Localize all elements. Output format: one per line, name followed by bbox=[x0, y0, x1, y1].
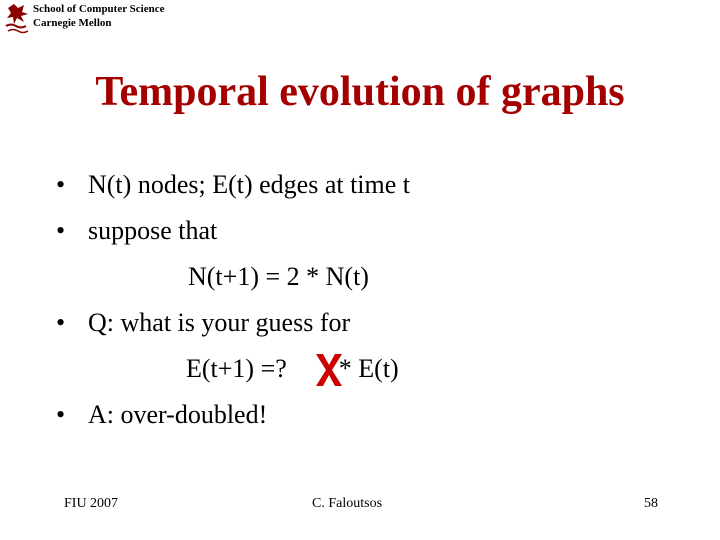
footer-venue: FIU 2007 bbox=[64, 496, 119, 511]
school-name-line1: School of Computer Science bbox=[33, 3, 165, 15]
bullet-marker: • bbox=[56, 216, 66, 245]
header bbox=[4, 2, 164, 34]
bullet-text: Q: what is your guess for bbox=[88, 308, 351, 337]
bullet-text: suppose that bbox=[88, 216, 218, 245]
bullet-text: N(t) nodes; E(t) edges at time t bbox=[88, 170, 411, 199]
slide-title: Temporal evolution of graphs bbox=[95, 69, 625, 115]
red-x-icon bbox=[310, 351, 348, 389]
school-name-line2: Carnegie Mellon bbox=[33, 17, 112, 29]
bullet-item bbox=[56, 208, 410, 254]
page-number: 58 bbox=[644, 496, 658, 511]
formula-line bbox=[56, 346, 410, 392]
footer-author: C. Faloutsos bbox=[312, 496, 383, 511]
bullet-marker: • bbox=[56, 308, 66, 337]
school-name bbox=[33, 2, 164, 30]
bullet-marker: • bbox=[56, 400, 66, 429]
bullet-item bbox=[56, 392, 410, 438]
bullet-marker: • bbox=[56, 170, 66, 199]
bullet-item bbox=[56, 300, 410, 346]
formula-nodes: N(t+1) = 2 * N(t) bbox=[188, 262, 369, 291]
bullet-text: A: over-doubled! bbox=[88, 400, 268, 429]
dragon-logo-icon bbox=[4, 2, 30, 34]
formula-edges-right: * E(t) bbox=[338, 354, 399, 383]
bullet-list bbox=[56, 162, 410, 438]
formula-line bbox=[56, 254, 410, 300]
bullet-item bbox=[56, 162, 410, 208]
formula-edges-left: E(t+1) =? bbox=[186, 354, 287, 383]
